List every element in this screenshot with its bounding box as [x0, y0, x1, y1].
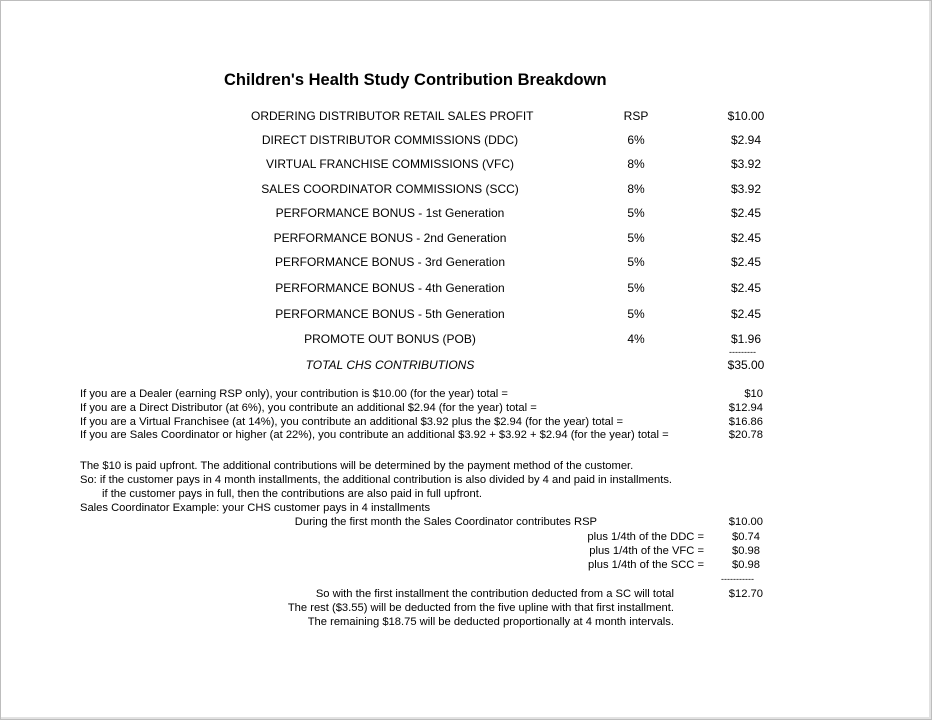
note-line: Sales Coordinator Example: your CHS customer pays in 4 installments	[80, 502, 431, 514]
row-amount: $3.92	[730, 157, 762, 171]
table-row	[1, 281, 932, 299]
tier-text: If you are a Direct Distributor (at 6%), you contribute an additional $2.94 (for the year) total =	[80, 402, 537, 414]
note-line: if the customer pays in full, then the contributions are also paid in full upfront.	[102, 488, 482, 500]
tier-amount: $10	[744, 388, 763, 400]
tier-text: If you are Sales Coordinator or higher (at 22%), you contribute an additional $3.92 + $3.92 + $2.94 (for the year) total =	[80, 429, 669, 441]
row-percent: 5%	[627, 231, 645, 245]
example-item: plus 1/4th of the DDC =	[587, 531, 704, 543]
example-amount: $10.00	[728, 516, 763, 528]
note-line: So: if the customer pays in 4 month installments, the additional contribution is also divided by 4 and paid in installments.	[80, 474, 673, 486]
table-row	[1, 109, 932, 127]
row-amount: $2.45	[730, 231, 762, 245]
row-percent: 6%	[627, 133, 645, 147]
row-percent: 8%	[627, 157, 645, 171]
total-amount: $35.00	[727, 358, 765, 372]
table-row	[1, 182, 932, 200]
total-row	[1, 358, 932, 376]
table-row	[1, 255, 932, 273]
row-percent: 5%	[627, 255, 645, 269]
row-label: PERFORMANCE BONUS - 2nd Generation	[273, 231, 507, 245]
row-amount: $2.45	[730, 206, 762, 220]
row-amount: $3.92	[730, 182, 762, 196]
row-label: PROMOTE OUT BONUS (POB)	[304, 332, 476, 346]
example-amount: $0.98	[732, 545, 760, 557]
row-percent: 5%	[627, 307, 645, 321]
total-label: TOTAL CHS CONTRIBUTIONS	[305, 358, 475, 372]
table-row	[1, 157, 932, 175]
row-label: ORDERING DISTRIBUTOR RETAIL SALES PROFIT	[251, 109, 534, 123]
page-title: Children's Health Study Contribution Breakdown	[224, 71, 607, 89]
table-row	[1, 307, 932, 325]
row-amount: $1.96	[730, 332, 762, 346]
example-amount: $0.74	[732, 531, 760, 543]
row-label: SALES COORDINATOR COMMISSIONS (SCC)	[261, 182, 519, 196]
tier-amount: $20.78	[728, 429, 763, 441]
row-amount: $2.94	[730, 133, 762, 147]
example-first-month: During the first month the Sales Coordinator contributes RSP	[294, 516, 597, 528]
row-label: PERFORMANCE BONUS - 1st Generation	[275, 206, 505, 220]
row-percent: 5%	[627, 206, 645, 220]
total-separator: ---------	[729, 347, 756, 357]
row-amount: $2.45	[730, 281, 762, 295]
example-remaining: The remaining $18.75 will be deducted proportionally at 4 month intervals.	[307, 616, 674, 628]
example-first-installment: So with the first installment the contribution deducted from a SC will total	[315, 588, 674, 600]
example-rest: The rest ($3.55) will be deducted from the five upline with that first installment.	[287, 602, 674, 614]
row-percent: 4%	[627, 332, 645, 346]
example-item: plus 1/4th of the SCC =	[588, 559, 704, 571]
tier-text: If you are a Virtual Franchisee (at 14%), you contribute an additional $3.92 plus the $2.94 (for the year) total =	[80, 416, 624, 428]
row-label: PERFORMANCE BONUS - 4th Generation	[275, 281, 505, 295]
table-row	[1, 206, 932, 224]
example-amount: $0.98	[732, 559, 760, 571]
note-line: The $10 is paid upfront. The additional contributions will be determined by the payment method of the customer.	[80, 460, 634, 472]
row-amount: $2.45	[730, 307, 762, 321]
tier-text: If you are a Dealer (earning RSP only), your contribution is $10.00 (for the year) total =	[80, 388, 508, 400]
row-amount: $2.45	[730, 255, 762, 269]
tier-amount: $16.86	[728, 416, 763, 428]
row-percent: 5%	[627, 281, 645, 295]
table-row	[1, 231, 932, 249]
row-label: VIRTUAL FRANCHISE COMMISSIONS (VFC)	[265, 157, 515, 171]
row-percent: 8%	[627, 182, 645, 196]
row-amount: $10.00	[727, 109, 765, 123]
row-percent: RSP	[623, 109, 649, 123]
row-label: DIRECT DISTRIBUTOR COMMISSIONS (DDC)	[261, 133, 519, 147]
row-label: PERFORMANCE BONUS - 3rd Generation	[274, 255, 506, 269]
tier-amount: $12.94	[728, 402, 763, 414]
row-label: PERFORMANCE BONUS - 5th Generation	[275, 307, 505, 321]
table-row	[1, 133, 932, 151]
example-item: plus 1/4th of the VFC =	[589, 545, 704, 557]
example-separator: -----------	[721, 574, 754, 584]
table-row	[1, 332, 932, 350]
example-amount: $12.70	[728, 588, 763, 600]
